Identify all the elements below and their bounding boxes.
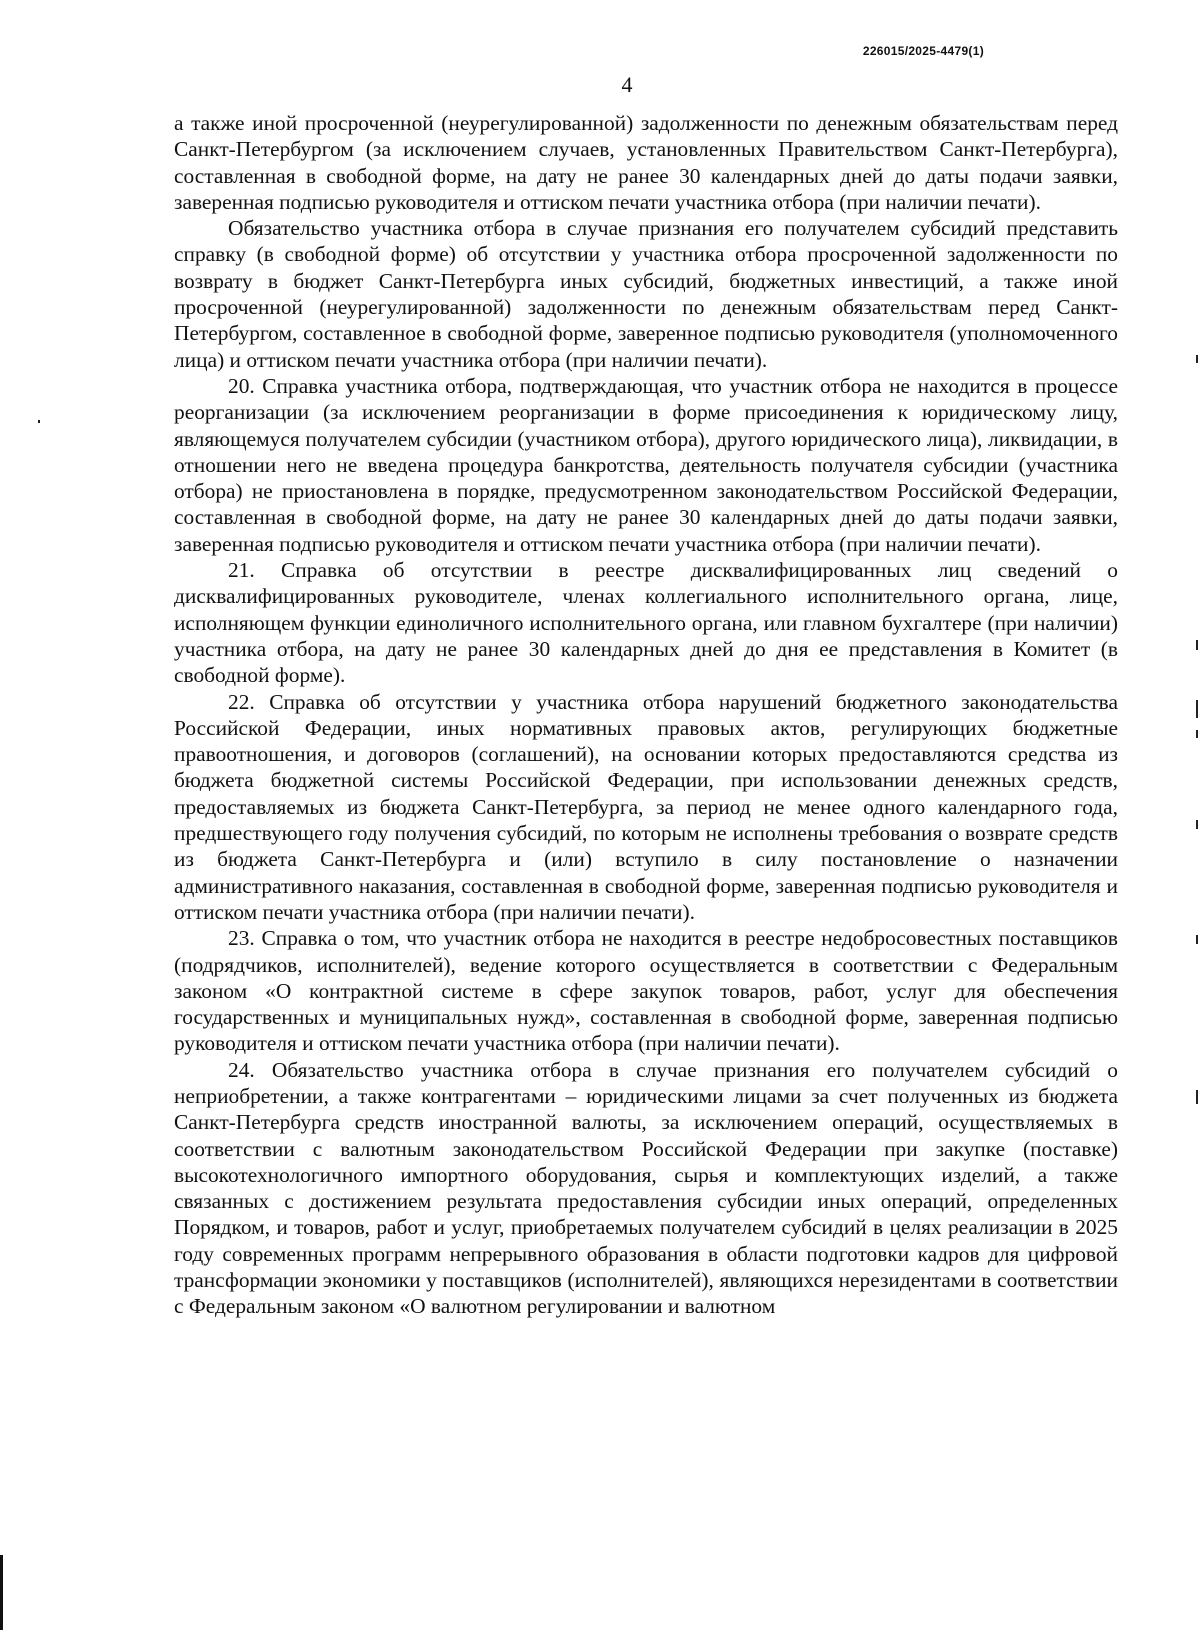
document-number: 226015/2025-4479(1) — [862, 44, 984, 58]
document-body — [174, 110, 1118, 1320]
scan-artifact-right — [1196, 935, 1198, 944]
paragraph-item-24: 24. Обязательство участника отбора в случае признания его получателем субсидий о неприобретении, а также контрагентами – юридическими лицами за счет полученных из бюджета Санкт-Петербурга средств иностранной валюты, за исключением операций, осуществляемых в соответствии с валютным законодательством Российской Федерации при закупке (поставке) высокотехнологичного импортного оборудования, сырья и комплектующих изделий, а также связанных с достижением результата предоставления субсидии иных операций, определенных Порядком, и товаров, работ и услуг, приобретаемых получателем субсидий в целях реализации в 2025 году современных программ непрерывного образования в области подготовки кадров для цифровой трансформации экономики у поставщиков (исполнителей), являющихся нерезидентами в соответствии с Федеральным законом «О валютном регулировании и валютном — [174, 1057, 1118, 1319]
scan-edge-left — [0, 1555, 3, 1630]
paragraph-item-23: 23. Справка о том, что участник отбора не находится в реестре недобросовестных поставщиков (подрядчиков, исполнителей), ведение которого осуществляется в соответствии с Федеральным законом «О контрактной системе в сфере закупок товаров, работ, услуг для обеспечения государственных и муниципальных нужд», составленная в свободной форме, заверенная подписью руководителя и оттиском печати участника отбора (при наличии печати). — [174, 926, 1118, 1056]
paragraph-obligation: Обязательство участника отбора в случае признания его получателем субсидий представить справку (в свободной форме) об отсутствии у участника отбора просроченной задолженности по возврату в бюджет Санкт-Петербурга иных субсидий, бюджетных инвестиций, а также иной просроченной (неурегулированной) задолженности по денежным обязательствам перед Санкт-Петербургом, составленное в свободной форме, заверенное подписью руководителя (уполномоченного лица) и оттиском печати участника отбора (при наличии печати). — [174, 216, 1118, 372]
scan-artifact-right — [1196, 355, 1198, 363]
paragraph-item-22: 22. Справка об отсутствии у участника отбора нарушений бюджетного законодательства Российской Федерации, иных нормативных правовых актов, регулирующих бюджетные правоотношения, и договоров (соглашений), на основании которых предоставляются средства из бюджета бюджетной системы Российской Федерации, при использовании денежных средств, предоставляемых из бюджета Санкт-Петербурга, за период не менее одного календарного года, предшествующего году получения субсидий, по которым не исполнены требования о возврате средств из бюджета Санкт-Петербурга и (или) вступило в силу постановление о назначении административного наказания, составленная в свободной форме, заверенная подписью руководителя и оттиском печати участника отбора (при наличии печати). — [174, 689, 1118, 924]
scan-artifact-right — [1196, 820, 1198, 829]
scan-artifact-right — [1196, 1090, 1198, 1104]
paragraph-continuation: а также иной просроченной (неурегулированной) задолженности по денежным обязательствам перед Санкт-Петербургом (за исключением случаев, установленных Правительством Санкт-Петербурга), составленная в свободной форме, на дату не ранее 30 календарных дней до даты подачи заявки, заверенная подписью руководителя и оттиском печати участника отбора (при наличии печати). — [174, 111, 1118, 214]
scan-artifact-left — [38, 420, 40, 423]
page-number: 4 — [621, 72, 633, 97]
paragraph-item-21: 21. Справка об отсутствии в реестре дисквалифицированных лиц сведений о дисквалифицированных руководителе, членах коллегиального исполнительного органа, лице, исполняющем функции единоличного исполнительного органа, или главном бухгалтере (при наличии) участника отбора, на дату не ранее 30 календарных дней до дня ее представления в Комитет (в свободной форме). — [174, 558, 1118, 688]
scan-artifact-right — [1196, 640, 1198, 650]
scan-artifact-right — [1196, 700, 1198, 718]
scan-artifact-right — [1196, 730, 1198, 738]
paragraph-item-20: 20. Справка участника отбора, подтверждающая, что участник отбора не находится в процессе реорганизации (за исключением реорганизации в форме присоединения к юридическому лицу, являющемуся получателем субсидии (участником отбора), другого юридического лица), ликвидации, в отношении него не введена процедура банкротства, деятельность получателя субсидии (участника отбора) не приостановлена в порядке, предусмотренном законодательством Российской Федерации, составленная в свободной форме, на дату не ранее 30 календарных дней до даты подачи заявки, заверенная подписью руководителя и оттиском печати участника отбора (при наличии печати). — [174, 373, 1118, 556]
